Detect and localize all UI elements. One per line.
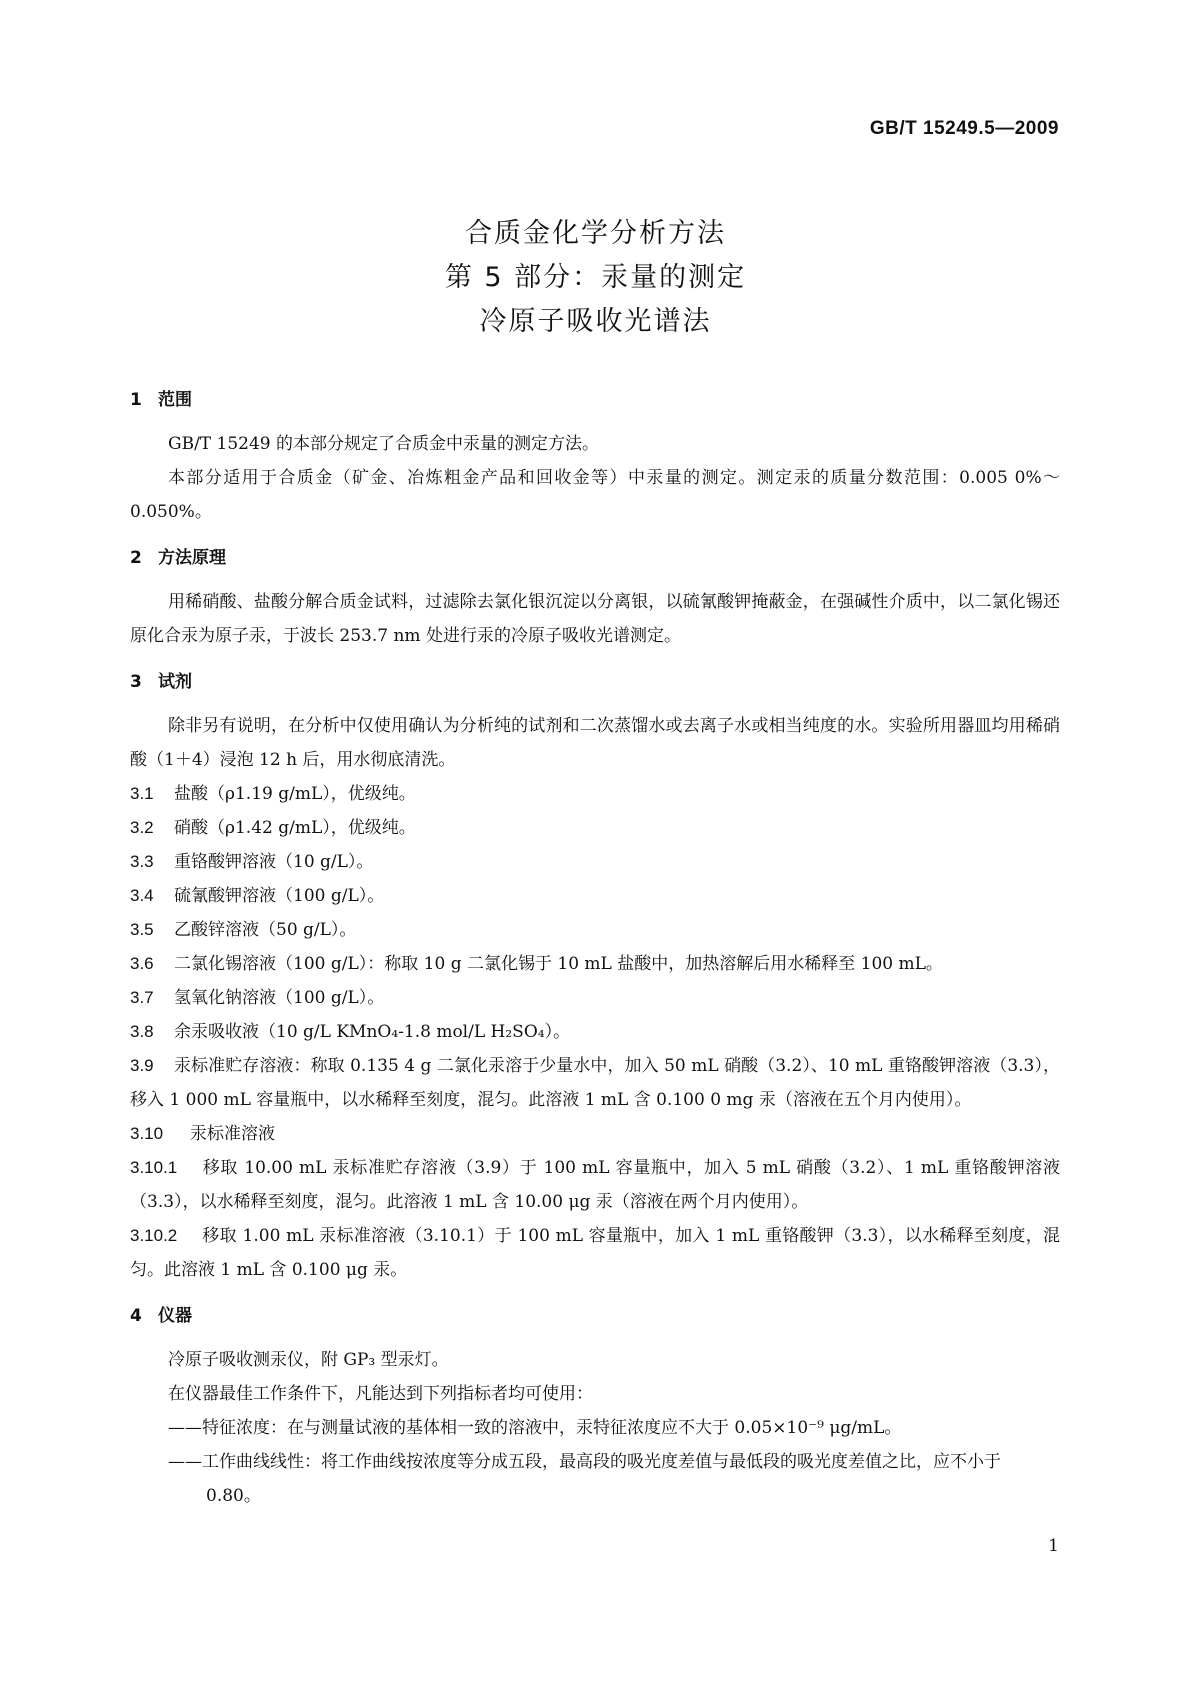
section-number: 2 bbox=[130, 548, 142, 568]
document-title bbox=[0, 212, 1191, 344]
item-text: 重铬酸钾溶液（10 g/L）。 bbox=[174, 852, 374, 872]
section-number: 3 bbox=[130, 672, 142, 692]
section-title: 方法原理 bbox=[158, 548, 226, 568]
dash-list-item bbox=[130, 1411, 1060, 1445]
item-number: 3.9 bbox=[130, 1056, 154, 1075]
item-number: 3.5 bbox=[130, 920, 154, 939]
item-number: 3.8 bbox=[130, 1022, 154, 1041]
section-number: 1 bbox=[130, 390, 142, 410]
reagent-item bbox=[130, 981, 1060, 1015]
item-number: 3.10 bbox=[130, 1124, 164, 1143]
item-number: 3.4 bbox=[130, 886, 154, 905]
reagent-item bbox=[130, 845, 1060, 879]
paragraph: 在仪器最佳工作条件下，凡能达到下列指标者均可使用： bbox=[168, 1384, 593, 1404]
item-number: 3.6 bbox=[130, 954, 154, 973]
paragraph: 除非另有说明，在分析中仅使用确认为分析纯的试剂和二次蒸馏水或去离子水或相当纯度的水。实验所用器皿均用稀硝酸（1＋4）浸泡 12 h 后，用水彻底清洗。 bbox=[130, 716, 1060, 770]
item-number: 3.7 bbox=[130, 988, 154, 1007]
item-text: 汞标准溶液 bbox=[190, 1124, 275, 1144]
item-text: 二氯化锡溶液（100 g/L）：称取 10 g 二氯化锡于 10 mL 盐酸中，加热溶解后用水稀释至 100 mL。 bbox=[174, 954, 943, 974]
item-number: 3.1 bbox=[130, 784, 154, 803]
reagent-item bbox=[130, 811, 1060, 845]
section-title: 范围 bbox=[158, 390, 192, 410]
item-text: 氢氧化钠溶液（100 g/L）。 bbox=[174, 988, 385, 1008]
title-line-2: 第 5 部分：汞量的测定 bbox=[444, 262, 747, 293]
reagent-item bbox=[130, 913, 1060, 947]
item-text: 乙酸锌溶液（50 g/L）。 bbox=[174, 920, 357, 940]
item-number: 3.10.1 bbox=[130, 1158, 178, 1177]
section-heading-scope bbox=[130, 385, 1060, 415]
standard-number: GB/T 15249.5—2009 bbox=[869, 118, 1059, 139]
paragraph: GB/T 15249 的本部分规定了合质金中汞量的测定方法。 bbox=[168, 434, 600, 454]
section-heading-principle bbox=[130, 543, 1060, 573]
page-number: 1 bbox=[1048, 1536, 1059, 1556]
item-text: 移取 1.00 mL 汞标准溶液（3.10.1）于 100 mL 容量瓶中，加入 1 mL 重铬酸钾（3.3），以水稀释至刻度，混匀。此溶液 1 mL 含 0.100 μg 汞。 bbox=[130, 1226, 1060, 1280]
item-text: 盐酸（ρ1.19 g/mL），优级纯。 bbox=[174, 784, 416, 804]
reagent-item bbox=[130, 777, 1060, 811]
document-body bbox=[130, 385, 1060, 1513]
section-number: 4 bbox=[130, 1306, 142, 1326]
item-number: 3.10.2 bbox=[130, 1226, 178, 1245]
item-text: 硝酸（ρ1.42 g/mL），优级纯。 bbox=[174, 818, 416, 838]
reagent-item bbox=[130, 1219, 1060, 1287]
dash-list-item bbox=[130, 1445, 1060, 1513]
paragraph: 用稀硝酸、盐酸分解合质金试料，过滤除去氯化银沉淀以分离银，以硫氰酸钾掩蔽金，在强碱性介质中，以二氯化锡还原化合汞为原子汞，于波长 253.7 nm 处进行汞的冷原子吸收光谱测定。 bbox=[130, 592, 1060, 646]
dash-list-text: ——特征浓度：在与测量试液的基体相一致的溶液中，汞特征浓度应不大于 0.05×10⁻⁹ μg/mL。 bbox=[168, 1418, 902, 1438]
section-title: 仪器 bbox=[158, 1306, 192, 1326]
dash-list-text: ——工作曲线线性：将工作曲线按浓度等分成五段，最高段的吸光度差值与最低段的吸光度差值之比，应不小于 0.80。 bbox=[168, 1452, 1001, 1506]
paragraph: 本部分适用于合质金（矿金、冶炼粗金产品和回收金等）中汞量的测定。测定汞的质量分数范围：0.005 0%～0.050%。 bbox=[130, 468, 1060, 522]
section-heading-apparatus bbox=[130, 1301, 1060, 1331]
reagent-item bbox=[130, 879, 1060, 913]
item-text: 余汞吸收液（10 g/L KMnO₄-1.8 mol/L H₂SO₄）。 bbox=[174, 1022, 571, 1042]
item-number: 3.3 bbox=[130, 852, 154, 871]
reagent-item bbox=[130, 1015, 1060, 1049]
reagent-item bbox=[130, 1049, 1060, 1117]
item-text: 汞标准贮存溶液：称取 0.135 4 g 二氯化汞溶于少量水中，加入 50 mL 硝酸（3.2）、10 mL 重铬酸钾溶液（3.3），移入 1 000 mL 容量瓶中，以水稀释至刻度，混匀。此溶液 1 mL 含 0.100 0 mg 汞（溶液在五个月内使用）。 bbox=[130, 1056, 1060, 1110]
section-title: 试剂 bbox=[158, 672, 192, 692]
item-text: 移取 10.00 mL 汞标准贮存溶液（3.9）于 100 mL 容量瓶中，加入 5 mL 硝酸（3.2）、1 mL 重铬酸钾溶液（3.3），以水稀释至刻度，混匀。此溶液 1 mL 含 10.00 μg 汞（溶液在两个月内使用）。 bbox=[130, 1158, 1060, 1212]
item-number: 3.2 bbox=[130, 818, 154, 837]
reagent-item bbox=[130, 947, 1060, 981]
section-heading-reagents bbox=[130, 667, 1060, 697]
reagent-item bbox=[130, 1117, 1060, 1151]
title-line-3: 冷原子吸收光谱法 bbox=[479, 306, 712, 337]
reagent-item bbox=[130, 1151, 1060, 1219]
paragraph: 冷原子吸收测汞仪，附 GP₃ 型汞灯。 bbox=[168, 1350, 449, 1370]
item-text: 硫氰酸钾溶液（100 g/L）。 bbox=[174, 886, 385, 906]
title-line-1: 合质金化学分析方法 bbox=[465, 218, 726, 249]
